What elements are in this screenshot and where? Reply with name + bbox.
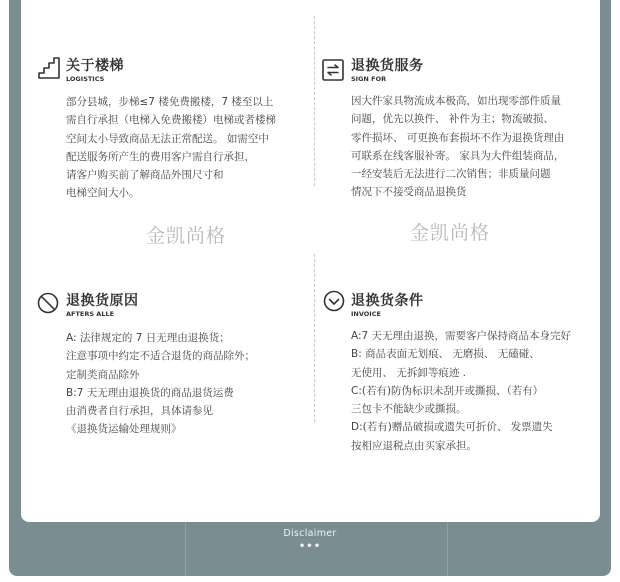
section-subtitle: LOGISTICS (66, 75, 105, 83)
section-subtitle: AFTERS ALLE (66, 310, 115, 318)
body-line: 空间太小导致商品无法正常配送。 如需空中 (66, 132, 269, 145)
section-subtitle: INVOICE (351, 310, 381, 318)
section-title: 退换货服务 (351, 58, 424, 74)
body-line: A:7 天无理由退换，需要客户保持商品本身完好 (351, 330, 572, 342)
check-circle-icon (323, 290, 345, 312)
section-body (66, 93, 276, 203)
body-line: 定制类商品除外 (66, 368, 140, 381)
body-line: B:7 天无理由退换货的商品退货运费 (66, 386, 234, 399)
body-line: 无使用、 无拆卸等痕迹 . (351, 366, 467, 379)
column-divider-bottom (314, 254, 315, 422)
body-line: 部分县城，步梯≤7 楼免费搬楼，7 楼至以上 (66, 96, 274, 108)
body-line: 按相应退税点由买家承担。 (351, 439, 477, 452)
body-line: 电梯空间大小。 (66, 187, 140, 200)
disclaimer-label: Disclaimer (283, 528, 337, 539)
brand-watermark: 金凯尚格 (410, 222, 491, 244)
body-line: 零件损坏、 可更换布套损坏不作为退换货理由 (351, 131, 565, 144)
section-subtitle: SIGN FOR (351, 75, 387, 83)
body-line: 情况下不接受商品退换货 (351, 186, 467, 199)
body-line: 《退换货运输处理规则》 (66, 423, 182, 436)
brand-watermark: 金凯尚格 (146, 225, 227, 247)
body-line: C:(若有)防伪标识未刮开或撕损、（若有） (351, 384, 544, 397)
body-line: D:(若有)赠品破损或遗失可折价、 发票遗失 (351, 421, 553, 434)
more-dots: ••• (298, 541, 322, 552)
section-body (351, 92, 564, 202)
section-body (351, 327, 571, 455)
body-line: 请客户购买前了解商品外围尺寸和 (66, 169, 224, 182)
section-title: 退换货条件 (351, 293, 424, 309)
body-line: 三包卡不能缺少或撕损。 (351, 403, 467, 416)
body-line: 配送服务所产生的费用客户需自行承担， (66, 150, 255, 163)
body-line: 问题，优先以换件、 补件为主；物流破损、 (351, 113, 554, 126)
column-divider-top (314, 16, 315, 186)
prohibited-icon (37, 292, 59, 314)
body-line: 由消费者自行承担，具体请参见 (66, 405, 213, 418)
section-title: 退换货原因 (66, 293, 139, 309)
body-line: 因大件家具物流成本极高，如出现零部件质量 (351, 95, 561, 107)
section-body (66, 329, 255, 439)
body-line: 可联系在线客服补寄。 家具为大件组装商品， (351, 149, 565, 162)
body-line: B: 商品表面无划痕、 无磨损、 无磕碰、 (351, 348, 540, 361)
body-line: A: 法律规定的 7 日无理由退换货； (66, 332, 230, 344)
body-line: 需自行承担（电梯入免费搬楼）电梯或者楼梯 (66, 114, 276, 127)
body-line: 一经安装后无法进行二次销售；非质量问题 (351, 168, 551, 181)
section-title: 关于楼梯 (66, 58, 124, 74)
body-line: 注意事项中约定不适合退货的商品除外； (66, 350, 255, 363)
exchange-icon (322, 59, 344, 81)
stairs-icon (38, 57, 60, 79)
